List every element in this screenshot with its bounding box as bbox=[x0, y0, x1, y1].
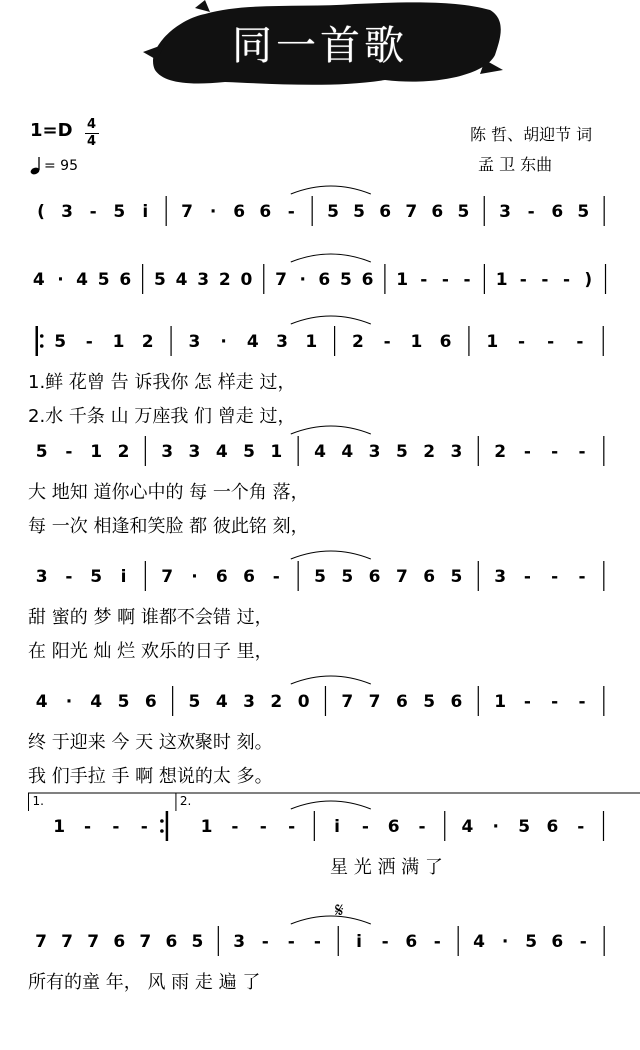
note: - bbox=[576, 332, 584, 352]
note: · bbox=[209, 202, 217, 222]
note: 7 bbox=[87, 932, 100, 952]
note: 3 bbox=[499, 202, 512, 222]
note: 5 bbox=[327, 202, 339, 222]
volta-label: 2. bbox=[179, 794, 192, 808]
note: 1 bbox=[200, 817, 213, 837]
note: 4 bbox=[215, 442, 228, 462]
lyric-line: 2.水 千条 山 万座我 们 曾走 过， bbox=[28, 406, 296, 427]
lyric-line: 终 于迎来 今 天 这欢聚时 刻。 bbox=[28, 732, 273, 753]
note: - bbox=[313, 932, 321, 952]
note: - bbox=[89, 202, 97, 222]
note: · bbox=[492, 817, 499, 837]
lyricist-credit: 陈 哲、胡迎节 词 bbox=[470, 125, 593, 144]
note: 1 bbox=[410, 332, 423, 352]
note: ) bbox=[584, 270, 593, 290]
note: 1 bbox=[90, 442, 103, 462]
note: 6 bbox=[119, 270, 132, 290]
lyric-line: 1.鲜 花曾 告 诉我你 怎 样走 过， bbox=[28, 372, 296, 393]
repeat-dot bbox=[160, 829, 164, 833]
note: 6 bbox=[318, 270, 331, 290]
repeat-dot bbox=[40, 334, 44, 338]
note: - bbox=[577, 817, 585, 837]
tempo: = 95 bbox=[44, 158, 78, 174]
note: 7 bbox=[161, 567, 174, 587]
lyric-line: 我 们手拉 手 啊 想说的太 多。 bbox=[28, 766, 273, 787]
note: 3 bbox=[188, 332, 201, 352]
key-signature: 1=D bbox=[30, 120, 73, 141]
note: · bbox=[501, 932, 509, 952]
note: 1 bbox=[270, 442, 283, 462]
note: 5 bbox=[113, 202, 126, 222]
note: - bbox=[547, 332, 555, 352]
note: 1 bbox=[494, 692, 507, 712]
repeat-dot bbox=[40, 344, 44, 348]
note: 5 bbox=[117, 692, 130, 712]
note: · bbox=[191, 567, 198, 587]
note: 6 bbox=[450, 692, 463, 712]
quarter-note-icon bbox=[30, 156, 44, 176]
note: 1 bbox=[396, 270, 409, 290]
note: 7 bbox=[275, 270, 287, 290]
note: 6 bbox=[395, 692, 408, 712]
lyric-line: 所有的童 年， 风 雨 走 遍 了 bbox=[28, 972, 261, 993]
note: 7 bbox=[341, 692, 354, 712]
note: 3 bbox=[243, 692, 255, 712]
note: 3 bbox=[233, 932, 246, 952]
note: 4 bbox=[32, 270, 45, 290]
note: - bbox=[579, 932, 587, 952]
note: 1 bbox=[112, 332, 125, 352]
note: · bbox=[299, 270, 306, 290]
note: - bbox=[140, 817, 148, 837]
note: 6 bbox=[144, 692, 157, 712]
note: 5 bbox=[423, 692, 436, 712]
note: i bbox=[334, 817, 340, 837]
note: 3 bbox=[35, 567, 48, 587]
note: - bbox=[519, 270, 527, 290]
lyric-line: 每 一次 相逢和笑脸 都 彼此铭 刻， bbox=[28, 516, 309, 537]
note: - bbox=[578, 567, 586, 587]
note: 6 bbox=[165, 932, 178, 952]
note: 2 bbox=[141, 332, 154, 352]
note: 5 bbox=[518, 817, 531, 837]
note: 5 bbox=[525, 932, 538, 952]
note: 6 bbox=[233, 202, 246, 222]
note: 5 bbox=[457, 202, 470, 222]
note: 6 bbox=[368, 567, 381, 587]
note: 6 bbox=[215, 567, 228, 587]
note: 2 bbox=[494, 442, 507, 462]
song-title: 同一首歌 bbox=[232, 23, 408, 69]
note: 5 bbox=[395, 442, 408, 462]
note: 6 bbox=[423, 567, 436, 587]
note: 1 bbox=[486, 332, 499, 352]
note: 2 bbox=[117, 442, 130, 462]
note: 4 bbox=[461, 817, 474, 837]
note: 1 bbox=[305, 332, 318, 352]
note: - bbox=[578, 692, 586, 712]
note: 5 bbox=[243, 442, 255, 462]
note: 5 bbox=[450, 567, 463, 587]
note: 6 bbox=[439, 332, 452, 352]
note: 5 bbox=[154, 270, 166, 290]
note: 3 bbox=[494, 567, 507, 587]
note: 5 bbox=[314, 567, 326, 587]
note: - bbox=[541, 270, 549, 290]
note: - bbox=[84, 817, 92, 837]
note: - bbox=[433, 932, 441, 952]
slur bbox=[291, 186, 371, 194]
note: 6 bbox=[551, 202, 564, 222]
note: 6 bbox=[551, 932, 564, 952]
note: 0 bbox=[240, 270, 253, 290]
note: - bbox=[259, 817, 267, 837]
note: 7 bbox=[181, 202, 193, 222]
note: 6 bbox=[546, 817, 559, 837]
note: - bbox=[261, 932, 269, 952]
note: 7 bbox=[61, 932, 74, 952]
note: 4 bbox=[473, 932, 485, 952]
note: 4 bbox=[35, 692, 48, 712]
note: · bbox=[65, 692, 73, 712]
note: - bbox=[420, 270, 428, 290]
note: 6 bbox=[259, 202, 272, 222]
note: - bbox=[551, 442, 559, 462]
note: 6 bbox=[387, 817, 400, 837]
note: 4 bbox=[341, 442, 354, 462]
note: 5 bbox=[577, 202, 590, 222]
note: - bbox=[65, 442, 73, 462]
note: 5 bbox=[188, 692, 201, 712]
note: - bbox=[381, 932, 389, 952]
volta-label: 1. bbox=[32, 794, 44, 808]
note: - bbox=[551, 567, 559, 587]
note: - bbox=[383, 332, 391, 352]
note: · bbox=[57, 270, 64, 290]
time-signature-top: 4 bbox=[87, 117, 97, 132]
note: 6 bbox=[431, 202, 444, 222]
note: i bbox=[142, 202, 149, 222]
note: 5 bbox=[35, 442, 48, 462]
note: 5 bbox=[191, 932, 204, 952]
title-banner bbox=[135, 0, 505, 88]
note: - bbox=[463, 270, 471, 290]
note: - bbox=[523, 567, 531, 587]
note: 5 bbox=[341, 567, 354, 587]
composer-credit: 孟 卫 东曲 bbox=[478, 155, 553, 174]
note: 6 bbox=[379, 202, 392, 222]
note: - bbox=[85, 332, 93, 352]
note: 5 bbox=[54, 332, 67, 352]
note: - bbox=[112, 817, 120, 837]
note: 2 bbox=[218, 270, 231, 290]
note: 6 bbox=[405, 932, 418, 952]
note: - bbox=[361, 817, 369, 837]
note: 3 bbox=[276, 332, 288, 352]
lyric-line: 在 阳光 灿 烂 欢乐的日子 里， bbox=[28, 641, 273, 662]
repeat-dot bbox=[160, 819, 164, 823]
lyric-line: 大 地知 道你心中的 每 一个角 落， bbox=[28, 482, 309, 503]
note: 4 bbox=[90, 692, 103, 712]
note: 3 bbox=[188, 442, 201, 462]
note: - bbox=[578, 442, 586, 462]
note: 7 bbox=[35, 932, 47, 952]
note: 0 bbox=[297, 692, 310, 712]
note: 2 bbox=[352, 332, 364, 352]
note: - bbox=[523, 442, 531, 462]
note: 4 bbox=[314, 442, 326, 462]
note: - bbox=[418, 817, 426, 837]
note: - bbox=[517, 332, 525, 352]
note: 3 bbox=[450, 442, 463, 462]
note: 3 bbox=[161, 442, 174, 462]
note: 6 bbox=[243, 567, 255, 587]
note: - bbox=[441, 270, 449, 290]
note: 7 bbox=[368, 692, 381, 712]
note: 3 bbox=[61, 202, 74, 222]
note: - bbox=[231, 817, 239, 837]
note: - bbox=[523, 692, 531, 712]
note: 4 bbox=[76, 270, 88, 290]
note: 4 bbox=[175, 270, 188, 290]
note: - bbox=[272, 567, 280, 587]
lyric-line: 星 光 洒 满 了 bbox=[330, 857, 443, 878]
note: 5 bbox=[340, 270, 352, 290]
note: - bbox=[65, 567, 73, 587]
note: · bbox=[220, 332, 227, 352]
note: 2 bbox=[423, 442, 436, 462]
note: 7 bbox=[405, 202, 418, 222]
note: 6 bbox=[113, 932, 126, 952]
note: - bbox=[563, 270, 571, 290]
note: i bbox=[356, 932, 362, 952]
note: ( bbox=[37, 202, 45, 222]
note: - bbox=[288, 817, 296, 837]
note: - bbox=[527, 202, 535, 222]
note: 5 bbox=[353, 202, 366, 222]
note: 1 bbox=[53, 817, 66, 837]
note: 1 bbox=[495, 270, 508, 290]
note: 2 bbox=[270, 692, 283, 712]
note: 3 bbox=[197, 270, 210, 290]
note: 4 bbox=[246, 332, 259, 352]
note: 3 bbox=[368, 442, 381, 462]
note: - bbox=[287, 932, 295, 952]
note: i bbox=[120, 567, 127, 587]
note: 4 bbox=[215, 692, 228, 712]
note: 6 bbox=[361, 270, 374, 290]
segno-icon: 𝄋 bbox=[335, 898, 344, 922]
time-signature-bottom: 4 bbox=[87, 134, 97, 149]
note: 5 bbox=[97, 270, 110, 290]
note: 7 bbox=[395, 567, 408, 587]
note: - bbox=[287, 202, 295, 222]
lyric-line: 甜 蜜的 梦 啊 谁都不会错 过， bbox=[28, 607, 273, 628]
note: - bbox=[551, 692, 559, 712]
note: 5 bbox=[90, 567, 103, 587]
note: 7 bbox=[139, 932, 152, 952]
